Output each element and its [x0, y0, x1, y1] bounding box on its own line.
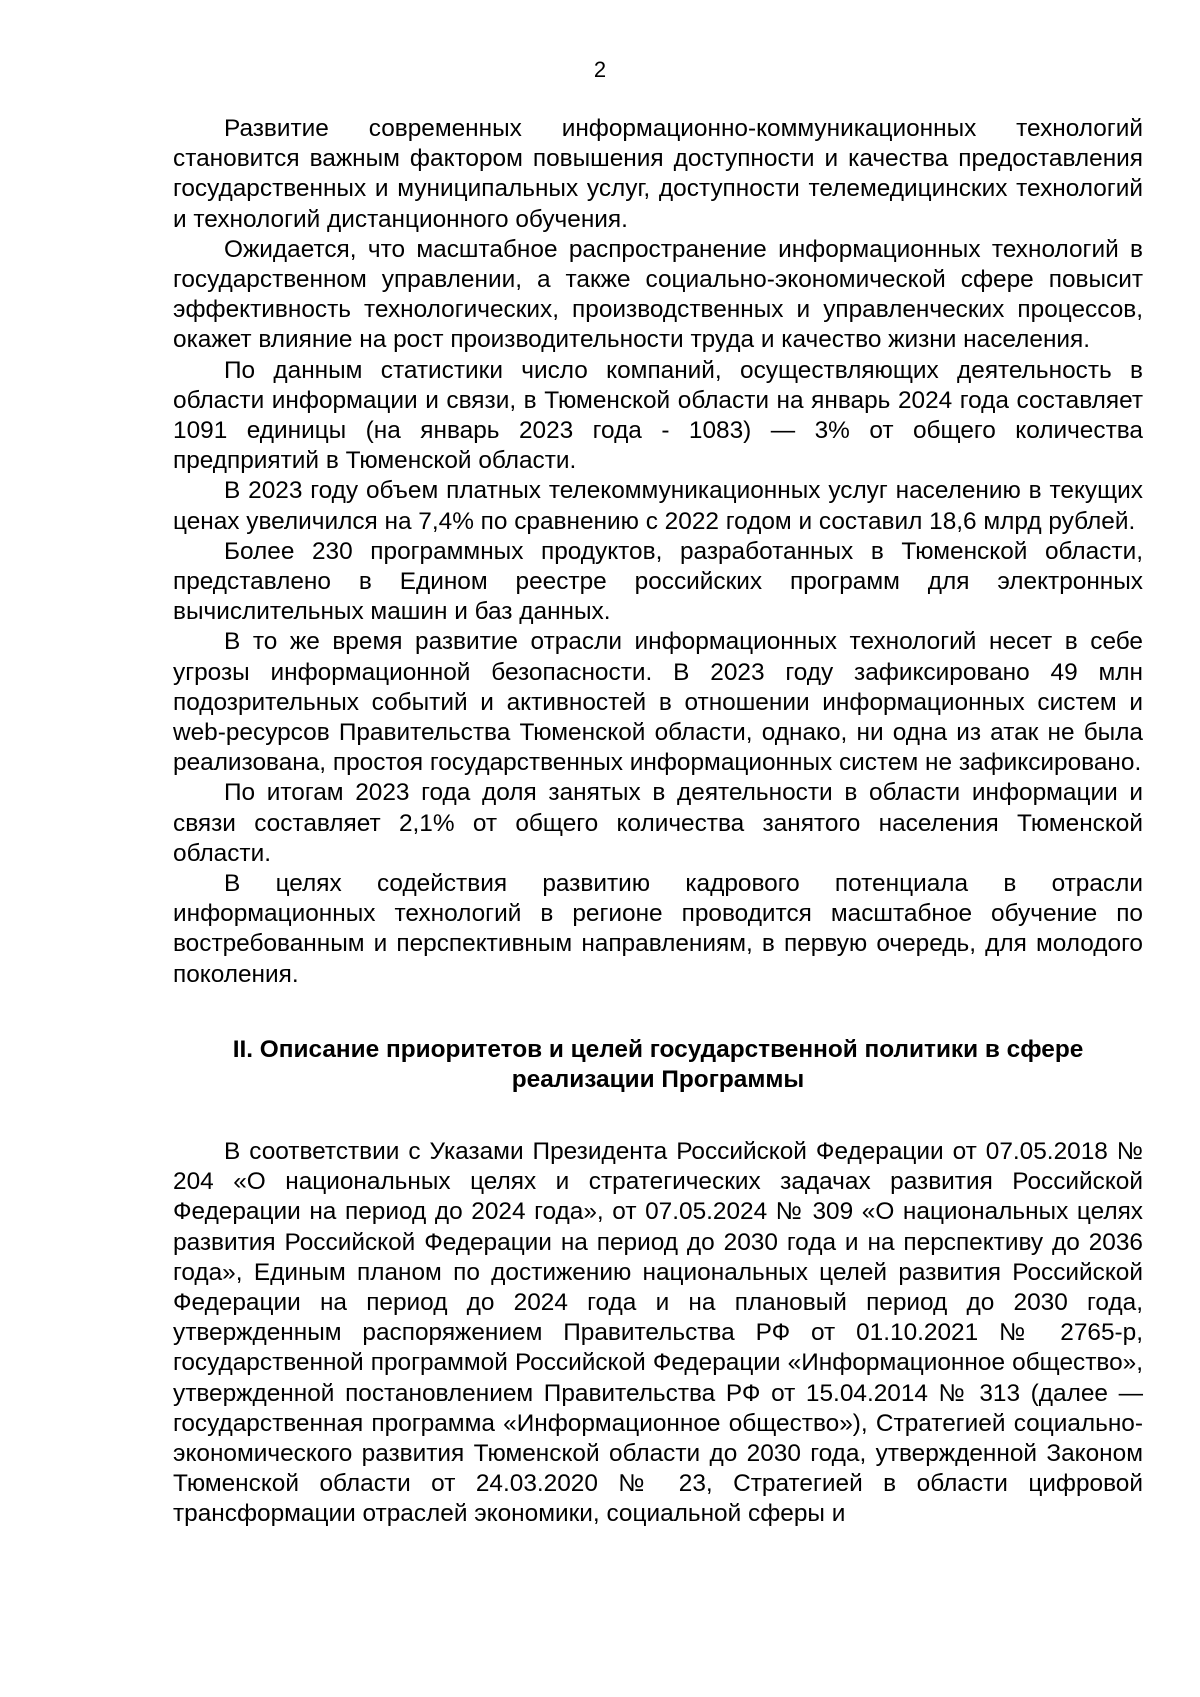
body-paragraph: Ожидается, что масштабное распространение информационных технологий в государственном управлении, а также социально-экономической сфере повысит эффективность технологических, производственных и управленческих процессов, окажет влияние на рост производительности труда и качество жизни населения. [173, 235, 1143, 354]
body-paragraph: В соответствии с Указами Президента Российской Федерации от 07.05.2018 № 204 «О национальных целях и стратегических задачах развития Российской Федерации на период до 2024 года», от 07.05.2024 № 309 «О национальных целях развития Российской Федерации на период до 2030 года и на перспективу до 2036 года», Единым планом по достижению национальных целей развития Российской Федерации на период до 2024 года и на плановый период до 2030 года, утвержденным распоряжением Правительства РФ от 01.10.2021 № 2765-р, государственной программой Российской Федерации «Информационное общество», утвержденной постановлением Правительства РФ от 15.04.2014 № 313 (далее — государственная программа «Информационное общество»), Стратегией социально-экономического развития Тюменской области до 2030 года, утвержденной Законом Тюменской области от 24.03.2020 № 23, Стратегией в области цифровой трансформации отраслей экономики, социальной сферы и [173, 1137, 1143, 1528]
body-paragraph: В целях содействия развитию кадрового потенциала в отрасли информационных технологий в регионе проводится масштабное обучение по востребованным и перспективным направлениям, в первую очередь, для молодого поколения. [173, 870, 1143, 988]
section-heading [173, 1035, 1143, 1096]
body-paragraph: По итогам 2023 года доля занятых в деятельности в области информации и связи составляет 2,1% от общего количества занятого населения Тюменской области. [173, 779, 1143, 867]
body-paragraph: Более 230 программных продуктов, разработанных в Тюменской области, представлено в Едином реестре российских программ для электронных вычислительных машин и баз данных. [173, 537, 1143, 626]
section-heading-line: реализации Программы [511, 1066, 805, 1094]
body-paragraph: По данным статистики число компаний, осуществляющих деятельность в области информации и связи, в Тюменской области на январь 2024 года составляет 1091 единицы (на январь 2023 года - 1083) — 3% от общего количества предприятий в Тюменской области. [173, 356, 1143, 475]
document-body [173, 114, 1143, 1530]
body-paragraph: Развитие современных информационно-коммуникационных технологий становится важным фактором повышения доступности и качества предоставления государственных и муниципальных услуг, доступности телемедицинских технологий и технологий дистанционного обучения. [173, 115, 1143, 233]
body-paragraph: В 2023 году объем платных телекоммуникационных услуг населению в текущих ценах увеличился на 7,4% по сравнению с 2022 годом и составил 18,6 млрд рублей. [173, 477, 1143, 535]
section-heading-line: II. Описание приоритетов и целей государственной политики в сфере [232, 1035, 1084, 1063]
page-number: 2 [593, 57, 607, 82]
body-paragraph: В то же время развитие отрасли информационных технологий несет в себе угрозы информационной безопасности. В 2023 году зафиксировано 49 млн подозрительных событий и активностей в отношении информационных систем и web-ресурсов Правительства Тюменской области, однако, ни одна из атак не была реализована, простоя государственных информационных систем не зафиксировано. [173, 628, 1143, 777]
